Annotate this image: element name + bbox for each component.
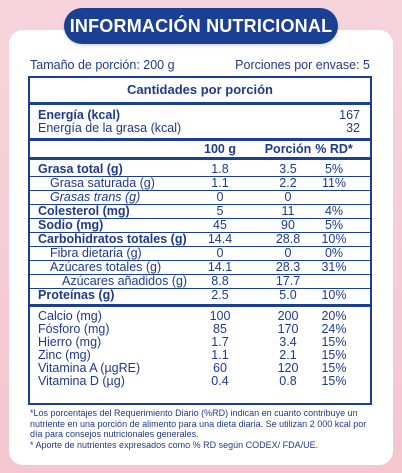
value-portion: 5.0	[279, 288, 297, 302]
value-100g: 2.5	[211, 288, 229, 302]
row-label: Grasa saturada (g)	[50, 176, 155, 190]
value-portion: 11	[281, 204, 295, 218]
servings-per-container	[235, 58, 370, 72]
row-label: Hierro (mg)	[38, 335, 102, 349]
value-rd: 0%	[324, 246, 344, 260]
serving-size	[30, 58, 175, 72]
value-rd: 31%	[321, 260, 347, 274]
value-100g: 14.4	[207, 232, 233, 246]
value-100g: 0	[216, 246, 224, 260]
nutrient-row	[30, 247, 370, 259]
value-rd: 5%	[324, 218, 344, 232]
row-label: Grasa total (g)	[38, 162, 123, 176]
nutrition-table	[28, 76, 372, 405]
nutrient-row	[30, 191, 370, 203]
value-rd: 10%	[321, 232, 347, 246]
nutrient-row	[30, 163, 370, 175]
value-portion: 170	[277, 322, 299, 336]
nutrient-row	[30, 219, 370, 231]
value-portion: 3.5	[279, 162, 297, 176]
column-header	[30, 141, 370, 157]
column-100g: 100 g	[204, 142, 236, 156]
row-label: Azúcares totales (g)	[50, 260, 162, 274]
value-100g: 1.8	[211, 162, 229, 176]
value-portion: 0	[284, 190, 292, 204]
value-100g: 0.4	[211, 374, 229, 388]
serving-size-value: 200 g	[143, 58, 175, 72]
value-100g: 0	[216, 190, 224, 204]
value-rd: 11%	[321, 176, 347, 190]
value-rd: 15%	[321, 361, 347, 375]
row-label: Colesterol (mg)	[38, 204, 130, 218]
row-label: Carbohidratos totales (g)	[38, 232, 187, 246]
value-rd: 15%	[321, 348, 347, 362]
minerals-list	[30, 307, 370, 387]
value-rd: 4%	[324, 204, 344, 218]
mineral-row	[30, 336, 370, 348]
row-label: Grasas trans (g)	[50, 190, 141, 204]
value-portion: 28.8	[275, 232, 301, 246]
value-100g: 5	[216, 204, 224, 218]
mineral-row	[30, 375, 370, 387]
row-label: Sodio (mg)	[38, 218, 104, 232]
footnote-rd: *Los porcentajes del Requerimiento Diario (%RD) indican en cuanto contribuye un nutriente en una porción de alimento para una dieta diaria. Se utilizan 2 000 kcal por día para consejos nutricionales generales.	[30, 408, 367, 439]
value-portion: 2.2	[279, 176, 297, 190]
value-portion: 3.4	[279, 335, 297, 349]
row-label: Calcio (mg)	[38, 309, 102, 323]
energy-label: Energía (kcal)	[38, 108, 120, 122]
value-100g: 1.1	[211, 348, 229, 362]
value-100g: 1.1	[211, 176, 229, 190]
servings-label: Porciones por envase:	[235, 58, 360, 72]
row-label: Fósforo (mg)	[38, 322, 110, 336]
label-title: INFORMACIÓN NUTRICIONAL	[64, 8, 338, 44]
mineral-row	[30, 310, 370, 322]
row-label: Vitamina A (µgRE)	[38, 361, 141, 375]
section-title: Cantidades por porción	[30, 78, 370, 105]
value-portion: 200	[277, 309, 299, 323]
energy-fat-value: 32	[346, 121, 360, 135]
column-rd: % RD*	[315, 142, 353, 156]
value-rd: 10%	[321, 288, 347, 302]
value-portion: 2.1	[279, 348, 297, 362]
value-portion: 0.8	[279, 374, 297, 388]
value-rd: 15%	[321, 335, 347, 349]
energy-value: 167	[339, 108, 360, 122]
value-portion: 28.3	[275, 260, 301, 274]
row-label: Proteínas (g)	[38, 288, 115, 302]
energy-fat-label: Energía de la grasa (kcal)	[38, 121, 182, 135]
row-label: Azúcares añadidos (g)	[62, 274, 188, 288]
value-rd: 15%	[321, 374, 347, 388]
serving-info	[30, 58, 370, 72]
mineral-row	[30, 349, 370, 361]
column-portion: Porción	[264, 142, 312, 156]
value-100g: 14.1	[207, 260, 233, 274]
nutrient-row	[30, 177, 370, 189]
value-rd: 24%	[321, 322, 347, 336]
footnotes	[30, 408, 376, 450]
value-portion: 0	[284, 246, 292, 260]
energy-block	[30, 105, 370, 134]
row-label: Vitamina D (µg)	[38, 374, 125, 388]
nutrient-row	[30, 261, 370, 273]
row-label: Fibra dietaria (g)	[50, 246, 142, 260]
value-100g: 45	[213, 218, 227, 232]
nutrient-row	[30, 275, 370, 287]
value-portion: 90	[281, 218, 295, 232]
nutrients-list	[30, 160, 370, 301]
mineral-row	[30, 362, 370, 374]
energy-row	[30, 109, 370, 121]
nutrient-row	[30, 289, 370, 301]
value-100g: 8.8	[211, 274, 229, 288]
footnote-codex: * Aporte de nutrientes expresados como % RD según CODEX/ FDA/UE.	[30, 439, 319, 450]
value-100g: 100	[209, 309, 231, 323]
value-portion: 120	[277, 361, 299, 375]
value-rd: 20%	[321, 309, 347, 323]
value-100g: 85	[213, 322, 227, 336]
value-portion: 17.7	[275, 274, 301, 288]
mineral-row	[30, 323, 370, 335]
row-label: Zinc (mg)	[38, 348, 91, 362]
nutrient-row	[30, 233, 370, 245]
value-100g: 60	[213, 361, 227, 375]
serving-size-label: Tamaño de porción:	[30, 58, 140, 72]
nutrient-row	[30, 205, 370, 217]
value-rd: 5%	[324, 162, 344, 176]
value-100g: 1.7	[211, 335, 229, 349]
servings-value: 5	[363, 58, 370, 72]
energy-fat-row	[30, 122, 370, 134]
